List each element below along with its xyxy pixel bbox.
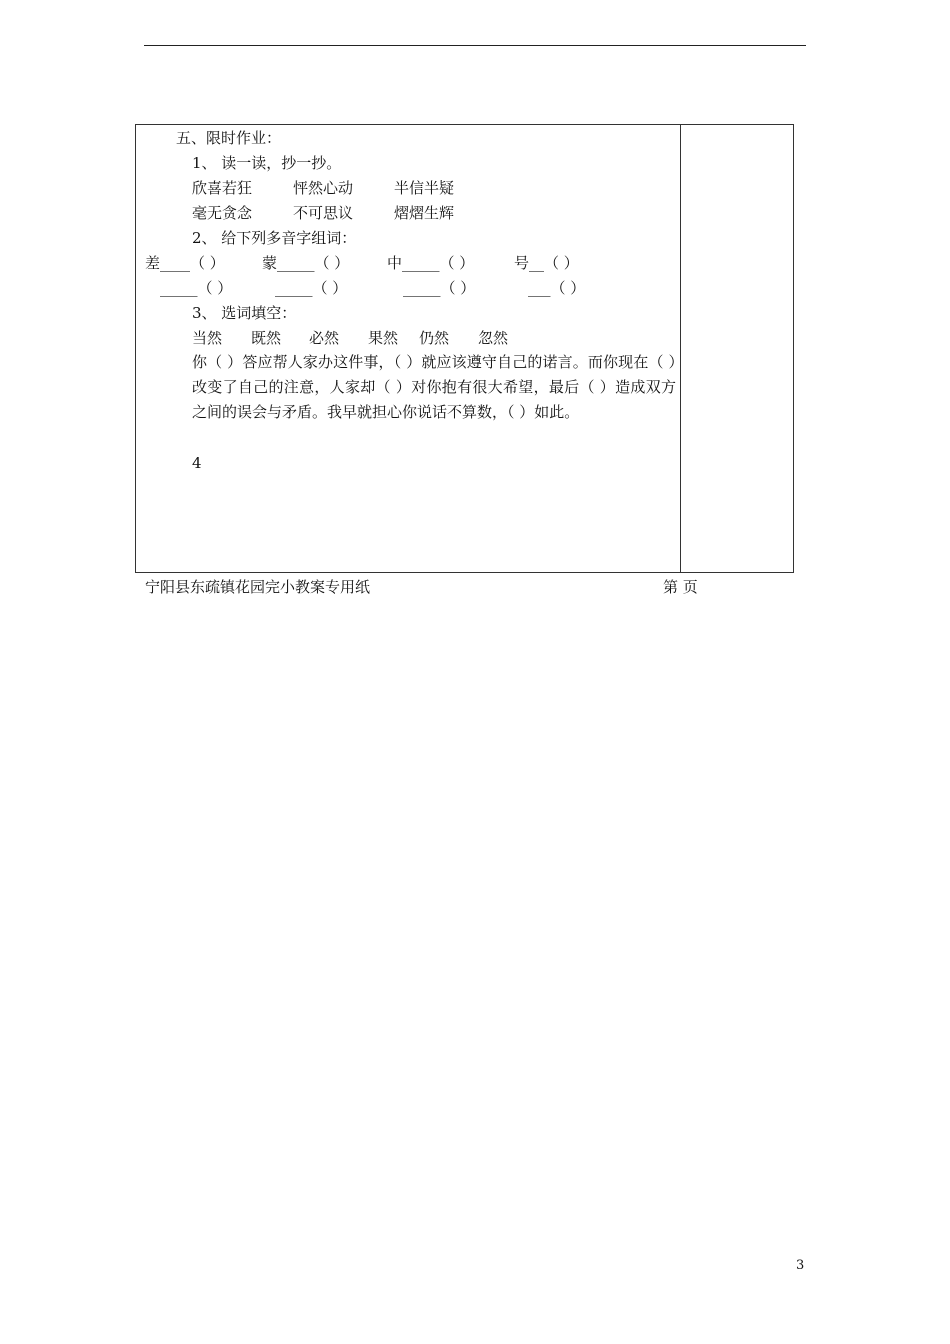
- word-option: 仍然: [419, 329, 450, 347]
- table-side-column: [680, 124, 681, 573]
- polyphone-blank: 中_____（ ）: [387, 254, 475, 272]
- polyphone-blank: 差____（ ）: [145, 254, 225, 272]
- word-option: 果然: [368, 329, 399, 347]
- word-option: 当然: [192, 329, 223, 347]
- footer-school: 宁阳县东疏镇花园完小教案专用纸: [145, 578, 371, 596]
- question-1-title: 1、 读一读，抄一抄。: [192, 154, 342, 172]
- idiom: 欣喜若狂: [192, 179, 253, 197]
- section-title: 五、限时作业：: [176, 129, 282, 147]
- polyphone-blank: 蒙_____（ ）: [262, 254, 350, 272]
- word-option: 忽然: [478, 329, 509, 347]
- footer-page-label: 第 页: [663, 578, 698, 596]
- idiom: 熠熠生辉: [394, 204, 455, 222]
- word-option: 必然: [309, 329, 340, 347]
- polyphone-blank: 号__（ ）: [514, 254, 579, 272]
- idiom: 毫无贪念: [192, 204, 253, 222]
- idiom: 半信半疑: [394, 179, 455, 197]
- question-2-title: 2、 给下列多音字组词：: [192, 229, 357, 247]
- polyphone-blank: _____（ ）: [160, 279, 233, 297]
- question-4-number: 4: [192, 454, 202, 472]
- polyphone-blank: ___（ ）: [528, 279, 586, 297]
- page-number: 3: [796, 1258, 805, 1273]
- polyphone-blank: _____（ ）: [403, 279, 476, 297]
- idiom: 怦然心动: [293, 179, 354, 197]
- idiom: 不可思议: [293, 204, 354, 222]
- question-3-title: 3、 选词填空：: [192, 304, 297, 322]
- word-option: 既然: [251, 329, 282, 347]
- header-rule: [144, 45, 806, 46]
- fill-in-paragraph: 你（ ）答应帮人家办这件事，（ ）就应该遵守自己的诺言。而你现在（ ）改变了自己的注意，人家却（ ）对你抱有很大希望，最后（ ）造成双方之间的误会与矛盾。我早就担心你说话不算数，（ ）如此。: [192, 353, 676, 421]
- polyphone-blank: _____（ ）: [275, 279, 348, 297]
